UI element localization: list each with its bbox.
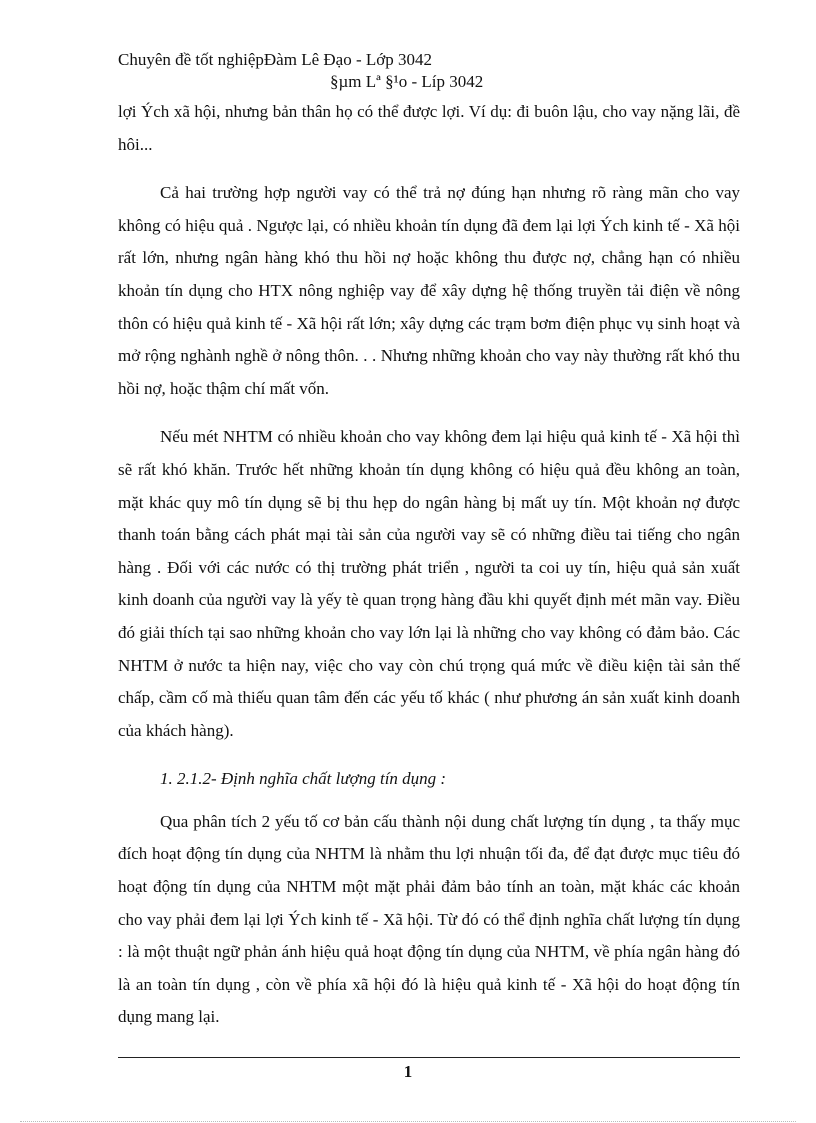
page-number: 1 [403,1062,413,1081]
page-boundary [20,1121,796,1122]
footer-rule [118,1057,740,1058]
paragraph: Cả hai trường hợp người vay có thể trả nợ đúng hạn nhưng rõ ràng mãn cho vay không có hiệu quả . Ngược lại, có nhiều khoản tín dụng đã đem lại lợi Ých kinh tế - Xã hội rất lớn, nhưng ngân hàng khó thu hồi nợ hoặc không thu được nợ, chẳng hạn có nhiều khoản tín dụng cho HTX nông nghiệp vay để xây dựng hệ thống truyền tải điện về nông thôn có hiệu quả kinh tế - Xã hội rất lớn; xây dựng các trạm bơm điện phục vụ sinh hoạt và mở rộng nghành nghề ở nông thôn. . . Nhưng những khoản cho vay này thường rất khó thu hồi nợ, hoặc thậm chí mất vốn. [118,183,740,398]
document-body [118,96,740,1050]
running-header-legacy-encoding: §µm Lª §¹o - Líp 3042 [330,72,484,91]
paragraph-continuation: lợi Ých xã hội, nhưng bản thân họ có thể được lợi. Ví dụ: đi buôn lậu, cho vay nặng lãi, đề hôi... [118,102,740,154]
section-heading: 1. 2.1.2- Định nghĩa chất lượng tín dụng : [160,769,447,789]
paragraph: Qua phân tích 2 yếu tố cơ bản cấu thành nội dung chất lượng tín dụng , ta thấy mục đích hoạt động tín dụng của NHTM là nhằm thu lợi nhuận tối đa, để đạt được mục tiêu đó hoạt động tín dụng của NHTM một mặt phải đảm bảo tính an toàn, mặt khác các khoản cho vay phải đem lại lợi Ých kinh tế - Xã hội. Từ đó có thể định nghĩa chất lượng tín dụng : là một thuật ngữ phản ánh hiệu quả hoạt động tín dụng của NHTM, về phía ngân hàng đó là an toàn tín dụng , còn về phía xã hội đó là hiệu quả kinh tế - Xã hội do hoạt động tín dụng mang lại. [118,811,740,1027]
paragraph: Nếu mét NHTM có nhiều khoản cho vay không đem lại hiệu quả kinh tế - Xã hội thì sẽ rất khó khăn. Trước hết những khoản tín dụng không có hiệu quả đều không an toàn, mặt khác quy mô tín dụng sẽ bị thu hẹp do ngân hàng bị mất uy tín. Một khoản nợ được thanh toán bằng cách phát mại tài sản của người vay sẽ có những điều tai tiếng cho ngân hàng . Đối với các nước có thị trường phát triển , người ta coi uy tín, hiệu quả sản xuất kinh doanh của người vay là yếy tè quan trọng hàng đầu khi quyết định mét mãn vay. Điều đó giải thích tại sao những khoản cho vay lớn lại là những cho vay không có đảm bảo. Các NHTM ở nước ta hiện nay, việc cho vay còn chú trọng quá mức về điều kiện tài sản thế chấp, cầm cố mà thiếu quan tâm đến các yếu tố khác ( như phương án sản xuất kinh doanh của khách hàng). [118,427,740,740]
running-header: Chuyên đề tốt nghiệpĐàm Lê Đạo - Lớp 3042 [118,50,432,69]
